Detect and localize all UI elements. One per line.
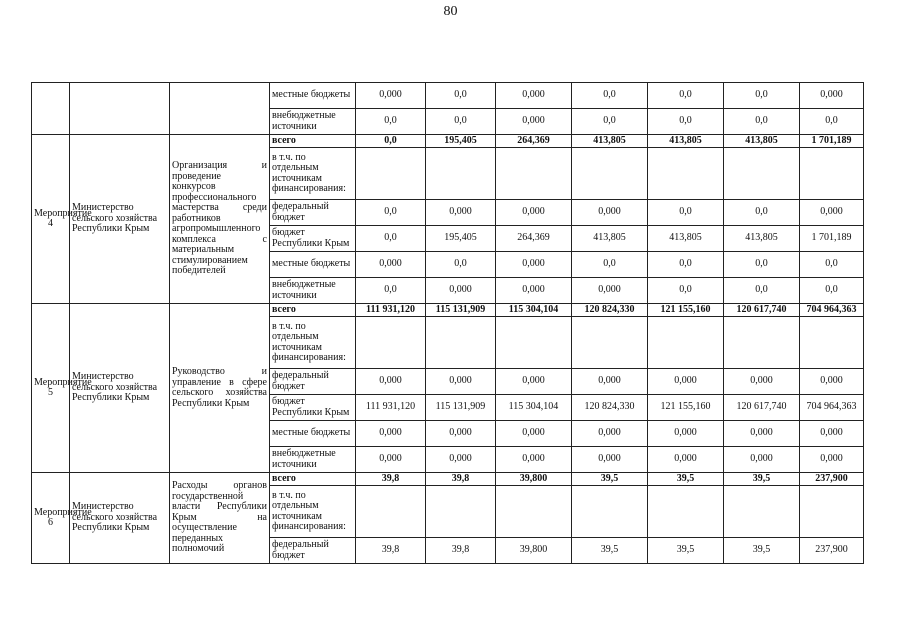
value-cell-year6: 413,805: [724, 226, 800, 252]
value-cell-year6: 0,0: [724, 278, 800, 304]
empty-cell: [572, 317, 648, 369]
executor-name: Министерство сельского хозяйства Республики Крым: [70, 304, 170, 473]
value-cell-year4: 39,5: [572, 473, 648, 486]
table-row: [32, 83, 864, 109]
value-cell-year6: 0,0: [724, 109, 800, 135]
value-cell-year4: 0,0: [572, 83, 648, 109]
value-cell-year6: 39,5: [724, 538, 800, 564]
source-cell: местные бюджеты: [270, 83, 356, 109]
value-cell-total: 0,000: [800, 83, 864, 109]
value-cell-year5: 0,0: [648, 252, 724, 278]
source-cell: внебюджетные источники: [270, 278, 356, 304]
value-cell-year2: 195,405: [426, 226, 496, 252]
value-cell-year2: 115 131,909: [426, 304, 496, 317]
budget-table: [31, 82, 864, 564]
measure-name: Руководство и управление в сфере сельского хозяйства Республики Крым: [170, 304, 270, 473]
value-cell-year3: 0,000: [496, 200, 572, 226]
value-cell-year4: 0,0: [572, 252, 648, 278]
empty-cell: [356, 317, 426, 369]
empty-cell: [496, 148, 572, 200]
name-cell: [170, 83, 270, 135]
value-cell-year4: 413,805: [572, 135, 648, 148]
empty-cell: [426, 486, 496, 538]
value-cell-year1: 0,0: [356, 109, 426, 135]
empty-cell: [572, 148, 648, 200]
value-cell-year2: 115 131,909: [426, 395, 496, 421]
value-cell-year6: 120 617,740: [724, 395, 800, 421]
value-cell-year3: 115 304,104: [496, 395, 572, 421]
value-cell-year2: 39,8: [426, 473, 496, 486]
executor-name: Министерство сельского хозяйства Республики Крым: [70, 473, 170, 564]
empty-cell: [496, 317, 572, 369]
value-cell-year1: 111 931,120: [356, 304, 426, 317]
value-cell-year6: 0,0: [724, 200, 800, 226]
value-cell-year4: 120 824,330: [572, 395, 648, 421]
value-cell-year3: 115 304,104: [496, 304, 572, 317]
empty-cell: [724, 317, 800, 369]
empty-cell: [426, 148, 496, 200]
empty-cell: [800, 486, 864, 538]
value-cell-year3: 0,000: [496, 278, 572, 304]
measure-number: Мероприятие 6: [32, 473, 70, 564]
value-cell-year2: 0,000: [426, 421, 496, 447]
value-cell-year5: 39,5: [648, 538, 724, 564]
source-cell: федеральный бюджет: [270, 538, 356, 564]
value-cell-year5: 0,0: [648, 109, 724, 135]
value-cell-year6: 39,5: [724, 473, 800, 486]
empty-cell: [356, 148, 426, 200]
source-cell-total: всего: [270, 473, 356, 486]
measure-number: Мероприятие 4: [32, 135, 70, 304]
measure-number: Мероприятие 5: [32, 304, 70, 473]
value-cell-year5: 413,805: [648, 135, 724, 148]
value-cell-total: 237,900: [800, 473, 864, 486]
value-cell-year2: 0,000: [426, 369, 496, 395]
empty-cell: [648, 486, 724, 538]
value-cell-year3: 0,000: [496, 83, 572, 109]
value-cell-year1: 0,0: [356, 135, 426, 148]
value-cell-total: 237,900: [800, 538, 864, 564]
value-cell-year5: 0,0: [648, 83, 724, 109]
value-cell-year6: 0,000: [724, 447, 800, 473]
empty-cell: [648, 148, 724, 200]
value-cell-year3: 0,000: [496, 369, 572, 395]
value-cell-total: 704 964,363: [800, 304, 864, 317]
value-cell-year3: 39,800: [496, 538, 572, 564]
measure-name: Расходы органов государственной власти Республики Крым на осуществление переданных полномочий: [170, 473, 270, 564]
source-cell: бюджет Республики Крым: [270, 226, 356, 252]
empty-cell: [800, 148, 864, 200]
value-cell-year2: 0,000: [426, 200, 496, 226]
value-cell-total: 0,000: [800, 369, 864, 395]
value-cell-year5: 0,000: [648, 447, 724, 473]
value-cell-year4: 0,000: [572, 447, 648, 473]
value-cell-year6: 0,000: [724, 421, 800, 447]
value-cell-year5: 121 155,160: [648, 304, 724, 317]
value-cell-year6: 0,0: [724, 83, 800, 109]
source-cell: внебюджетные источники: [270, 109, 356, 135]
empty-cell: [724, 148, 800, 200]
table-row: [32, 135, 864, 148]
value-cell-year4: 0,000: [572, 278, 648, 304]
value-cell-year2: 195,405: [426, 135, 496, 148]
empty-cell: [426, 317, 496, 369]
value-cell-total: 0,000: [800, 447, 864, 473]
value-cell-year1: 39,8: [356, 538, 426, 564]
value-cell-year3: 0,000: [496, 252, 572, 278]
value-cell-year3: 0,000: [496, 421, 572, 447]
value-cell-year1: 111 931,120: [356, 395, 426, 421]
value-cell-year1: 0,000: [356, 421, 426, 447]
value-cell-total: 0,000: [800, 200, 864, 226]
value-cell-year3: 39,800: [496, 473, 572, 486]
table-row: [32, 304, 864, 317]
value-cell-year2: 0,0: [426, 252, 496, 278]
value-cell-year4: 0,000: [572, 369, 648, 395]
value-cell-year1: 0,0: [356, 226, 426, 252]
value-cell-year1: 0,000: [356, 83, 426, 109]
value-cell-year4: 120 824,330: [572, 304, 648, 317]
value-cell-year3: 0,000: [496, 447, 572, 473]
source-cell: федеральный бюджет: [270, 369, 356, 395]
value-cell-year2: 0,0: [426, 83, 496, 109]
value-cell-total: 1 701,189: [800, 226, 864, 252]
value-cell-year5: 39,5: [648, 473, 724, 486]
value-cell-year6: 413,805: [724, 135, 800, 148]
source-cell-total: всего: [270, 304, 356, 317]
value-cell-year3: 0,000: [496, 109, 572, 135]
executor-name: Министерство сельского хозяйства Республики Крым: [70, 135, 170, 304]
source-cell: федеральный бюджет: [270, 200, 356, 226]
source-cell: бюджет Республики Крым: [270, 395, 356, 421]
empty-cell: [724, 486, 800, 538]
value-cell-year4: 39,5: [572, 538, 648, 564]
value-cell-total: 0,000: [800, 421, 864, 447]
source-cell-total: всего: [270, 135, 356, 148]
value-cell-year5: 121 155,160: [648, 395, 724, 421]
value-cell-year5: 0,000: [648, 369, 724, 395]
value-cell-year4: 0,0: [572, 109, 648, 135]
value-cell-total: 0,0: [800, 109, 864, 135]
empty-cell: [496, 486, 572, 538]
value-cell-year5: 413,805: [648, 226, 724, 252]
value-cell-year5: 0,0: [648, 200, 724, 226]
source-cell: местные бюджеты: [270, 252, 356, 278]
value-cell-year3: 264,369: [496, 135, 572, 148]
value-cell-year3: 264,369: [496, 226, 572, 252]
executor-cell: [70, 83, 170, 135]
source-cell: местные бюджеты: [270, 421, 356, 447]
value-cell-year5: 0,0: [648, 278, 724, 304]
empty-cell: [648, 317, 724, 369]
source-cell: внебюджетные источники: [270, 447, 356, 473]
measure-cell: [32, 83, 70, 135]
value-cell-year6: 0,000: [724, 369, 800, 395]
value-cell-year4: 413,805: [572, 226, 648, 252]
empty-cell: [800, 317, 864, 369]
value-cell-year1: 0,000: [356, 447, 426, 473]
value-cell-total: 1 701,189: [800, 135, 864, 148]
value-cell-year4: 0,000: [572, 200, 648, 226]
value-cell-year6: 0,0: [724, 252, 800, 278]
value-cell-year1: 0,0: [356, 278, 426, 304]
budget-table-body: [32, 83, 864, 564]
source-cell-including: в т.ч. по отдельным источникам финансирования:: [270, 317, 356, 369]
empty-cell: [572, 486, 648, 538]
value-cell-year6: 120 617,740: [724, 304, 800, 317]
source-cell-including: в т.ч. по отдельным источникам финансирования:: [270, 148, 356, 200]
table-row: [32, 473, 864, 486]
value-cell-total: 0,0: [800, 278, 864, 304]
value-cell-year2: 39,8: [426, 538, 496, 564]
value-cell-year1: 39,8: [356, 473, 426, 486]
empty-cell: [356, 486, 426, 538]
value-cell-year4: 0,000: [572, 421, 648, 447]
page-number: 80: [443, 4, 458, 19]
value-cell-year1: 0,000: [356, 369, 426, 395]
measure-name: Организация и проведение конкурсов профессионального мастерства среди работников агропромышленного комплекса с материальным стимулированием победителей: [170, 135, 270, 304]
value-cell-total: 704 964,363: [800, 395, 864, 421]
value-cell-year5: 0,000: [648, 421, 724, 447]
value-cell-year1: 0,0: [356, 200, 426, 226]
source-cell-including: в т.ч. по отдельным источникам финансирования:: [270, 486, 356, 538]
value-cell-year2: 0,0: [426, 109, 496, 135]
value-cell-year2: 0,000: [426, 278, 496, 304]
value-cell-total: 0,0: [800, 252, 864, 278]
value-cell-year2: 0,000: [426, 447, 496, 473]
value-cell-year1: 0,000: [356, 252, 426, 278]
